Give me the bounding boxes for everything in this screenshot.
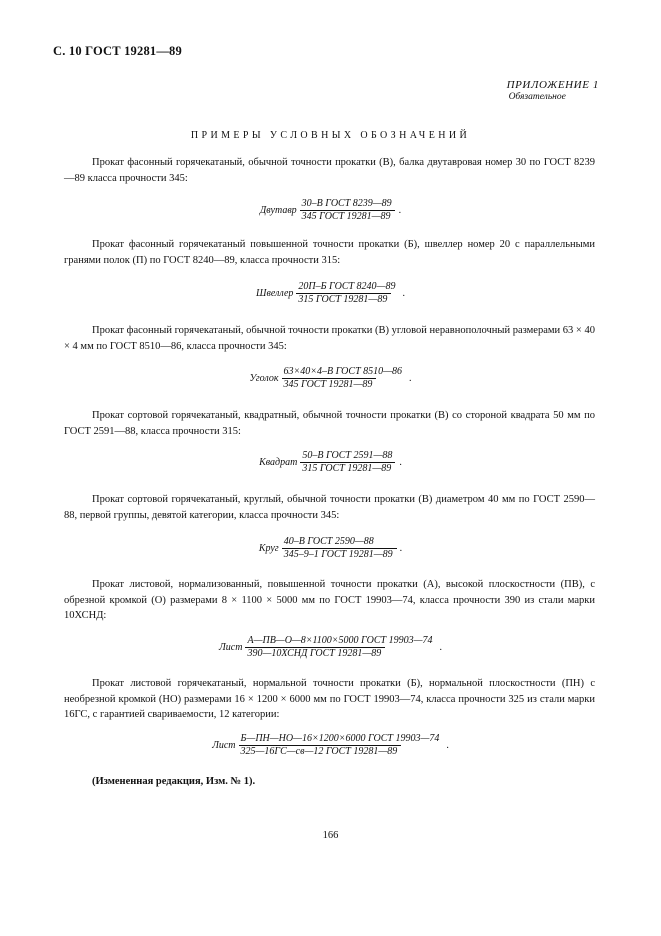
formula-period: . — [398, 205, 402, 216]
formula-numerator: 63×40×4–В ГОСТ 8510—86 — [283, 366, 403, 377]
designation-formula — [0, 450, 661, 475]
designation-formula — [0, 281, 661, 306]
formula-name: Швеллер — [256, 288, 294, 299]
formula-period: . — [446, 740, 449, 751]
formula-name: Круг — [258, 543, 279, 554]
formula-fraction — [239, 733, 444, 758]
formula-fraction — [296, 281, 399, 306]
formula-period: . — [402, 288, 405, 299]
example-paragraph: Прокат фасонный горячекатаный, обычной точности прокатки (В) угловой неравнополочный размерами 63 × 40 × 4 мм по ГОСТ 8510—86, класса прочности 345: — [64, 325, 595, 352]
formula-fraction — [300, 450, 396, 475]
section-title: ПРИМЕРЫ УСЛОВНЫХ ОБОЗНАЧЕНИЙ — [190, 130, 471, 141]
example-paragraph: Прокат сортовой горячекатаный, квадратный, обычной точности прокатки (В) со стороной квадрата 50 мм по ГОСТ 2591—88, класса прочности 315: — [64, 410, 595, 437]
designation-formula — [0, 635, 661, 660]
formula-numerator: 40–В ГОСТ 2590—88 — [283, 536, 374, 547]
revision-note: (Измененная редакция, Изм. № 1). — [92, 776, 256, 787]
formula-name: Лист — [219, 642, 243, 653]
formula-fraction — [282, 366, 407, 391]
formula-denominator: 315 ГОСТ 19281—89 — [296, 293, 391, 306]
formula-period: . — [439, 642, 442, 653]
designation-formula — [0, 733, 661, 758]
formula-fraction — [300, 198, 396, 223]
formula-denominator: 345 ГОСТ 19281—89 — [282, 378, 377, 391]
formula-fraction — [245, 635, 436, 660]
example-paragraph: Прокат сортовой горячекатаный, круглый, обычной точности прокатки (В) диаметром 40 мм по ГОСТ 2590—88, первой группы, девятой категории, класса прочности 345: — [64, 494, 595, 521]
formula-denominator: 345–9–1 ГОСТ 19281—89 — [282, 548, 397, 561]
formula-denominator: 345 ГОСТ 19281—89 — [300, 210, 395, 223]
designation-formula — [0, 366, 661, 391]
page-number: 166 — [322, 830, 339, 841]
formula-period: . — [399, 457, 402, 468]
formula-period: . — [409, 373, 412, 384]
appendix-block — [507, 79, 599, 103]
formula-numerator: 30–В ГОСТ 8239—89 — [301, 198, 392, 209]
formula-numerator: 50–В ГОСТ 2591—88 — [302, 450, 393, 461]
formula-name: Лист — [212, 740, 236, 751]
formula-numerator: 20П–Б ГОСТ 8240—89 — [298, 281, 396, 292]
formula-numerator: А—ПВ—О—8×1100×5000 ГОСТ 19903—74 — [247, 635, 433, 646]
appendix-status: Обязательное — [508, 92, 566, 102]
formula-denominator: 325—16ГС—св—12 ГОСТ 19281—89 — [239, 745, 402, 758]
formula-name: Двутавр — [259, 205, 297, 216]
example-paragraph: Прокат листовой, нормализованный, повышенной точности прокатки (А), высокой плоскостности (ПВ), с обрезной кромкой (О) размерами 8 × 1100 × 5000 мм по ГОСТ 19903—74, класса прочности 390 из стали марки 10ХСНД: — [64, 579, 595, 621]
example-paragraph: Прокат листовой горячекатаный, нормальной точности прокатки (Б), нормальной плоскостности (ПН) с необрезной кромкой (НО) размерами 16 × 1200 × 6000 мм по ГОСТ 19903—74, класса прочности 325 из стали марки 16ГС, с гарантией свариваемости, 12 категории: — [64, 678, 595, 720]
formula-name: Квадрат — [259, 457, 298, 468]
designation-formula — [0, 536, 661, 561]
formula-denominator: 390—10ХСНД ГОСТ 19281—89 — [245, 647, 385, 660]
formula-fraction — [282, 536, 397, 561]
appendix-title: ПРИЛОЖЕНИЕ 1 — [506, 79, 599, 91]
designation-formula — [0, 198, 661, 223]
formula-name: Уголок — [249, 373, 279, 384]
formula-period: . — [399, 543, 403, 554]
formula-denominator: 315 ГОСТ 19281—89 — [300, 462, 395, 475]
formula-numerator: Б—ПН—НО—16×1200×6000 ГОСТ 19903—74 — [240, 733, 440, 744]
page-header: С. 10 ГОСТ 19281—89 — [53, 44, 182, 58]
example-paragraph: Прокат фасонный горячекатаный повышенной точности прокатки (Б), швеллер номер 20 с параллельными гранями полок (П) по ГОСТ 8240—89, класса прочности 315: — [64, 239, 595, 266]
example-paragraph: Прокат фасонный горячекатаный, обычной точности прокатки (В), балка двутавровая номер 30 по ГОСТ 8239—89 класса прочности 345: — [64, 157, 595, 184]
